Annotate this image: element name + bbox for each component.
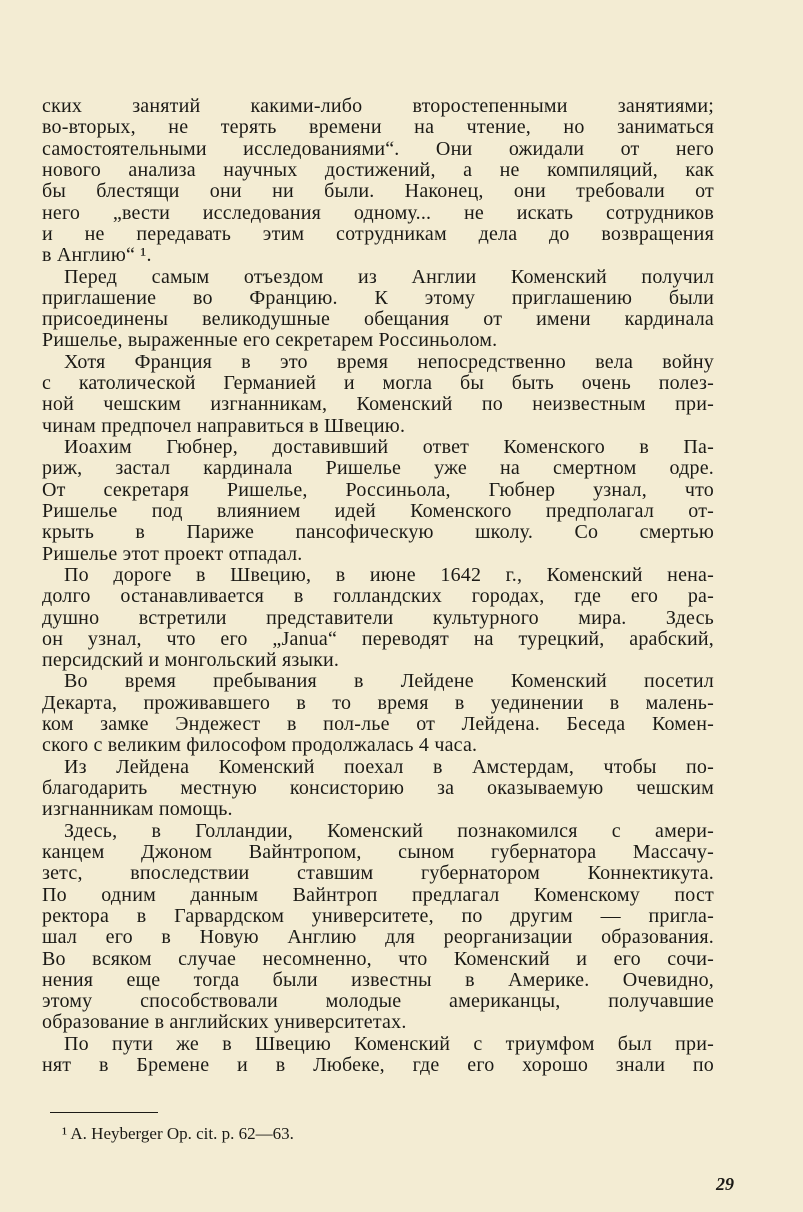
text-line: ком замке Эндежест в пол-лье от Лейдена. Беседа Комен- [42, 713, 714, 736]
text-line: самостоятельными исследованиями“. Они ожидали от него [42, 137, 714, 160]
text-line: этому способствовали молодые американцы, получавшие [42, 990, 714, 1013]
text-line: ной чешским изгнанникам, Коменский по неизвестным при- [42, 393, 714, 416]
text-line: Здесь, в Голландии, Коменский познакомился с амери- [64, 819, 714, 842]
body-text [42, 96, 714, 1076]
footnote: ¹ A. Heyberger Op. cit. p. 62—63. [62, 1124, 294, 1143]
text-line: душно встретили представители культурного мира. Здесь [42, 606, 714, 629]
text-line: шал его в Новую Англию для реорганизации образования. [42, 926, 714, 949]
text-line: Из Лейдена Коменский поехал в Амстердам, чтобы по- [64, 755, 714, 778]
text-line: благодарить местную консисторию за оказываемую чешским [42, 777, 714, 799]
text-line: ректора в Гарвардском университете, по другим — пригла- [42, 904, 714, 927]
text-line: Ришелье этот проект отпадал. [42, 542, 303, 565]
page-number: 29 [716, 1174, 734, 1194]
text-line: персидский и монгольский языки. [42, 649, 340, 672]
text-line: и не передавать этим сотрудникам дела до возвращения [42, 222, 714, 245]
text-line: образование в английских университетах. [42, 1011, 407, 1034]
text-line: приглашение во Францию. К этому приглашению были [42, 286, 714, 309]
text-line: чинам предпочел направиться в Швецию. [42, 414, 406, 437]
text-line: нового анализа научных достижений, а не компиляций, как [42, 158, 714, 181]
text-line: риж, застал кардинала Ришелье уже на смертном одре. [42, 457, 714, 480]
text-line: Во всяком случае несомненно, что Коменский и его сочи- [42, 947, 714, 970]
text-line: Ришелье под влиянием идей Коменского предполагал от- [42, 499, 714, 522]
text-line: Иоахим Гюбнер, доставивший ответ Коменского в Па- [64, 436, 714, 458]
text-line: От секретаря Ришелье, Россиньола, Гюбнер узнал, что [42, 478, 714, 501]
text-line: него „вести исследования одному... не искать сотрудников [42, 201, 714, 224]
text-line: изгнанникам помощь. [42, 798, 233, 821]
text-line: канцем Джоном Вайнтропом, сыном губернатора Массачу- [42, 840, 714, 863]
text-line: Ришелье, выраженные его секретарем Россиньолом. [42, 329, 498, 352]
text-line: с католической Германией и могла бы быть очень полез- [42, 372, 714, 395]
text-line: Декарта, проживавшего в то время в уединении в малень- [42, 691, 714, 714]
text-line: в Англию“ ¹. [42, 244, 152, 267]
text-line: ского с великим философом продолжалась 4 часа. [42, 734, 478, 757]
text-line: во-вторых, не терять времени на чтение, но заниматься [42, 116, 714, 139]
text-line: По дороге в Швецию, в июне 1642 г., Коменский нена- [64, 563, 714, 586]
text-line: бы блестящи они ни были. Наконец, они требовали от [42, 180, 714, 203]
text-line: По пути же в Швецию Коменский с триумфом был при- [64, 1032, 714, 1055]
text-line: ских занятий какими-либо второстепенными занятиями; [42, 95, 714, 117]
text-line: крыть в Париже пансофическую школу. Со смертью [42, 521, 714, 544]
text-line: зетс, впоследствии ставшим губернатором Коннектикута. [42, 862, 714, 885]
text-line: присоединены великодушные обещания от имени кардинала [42, 308, 714, 331]
text-line: Хотя Франция в это время непосредственно вела войну [64, 350, 714, 373]
text-line: Перед самым отъездом из Англии Коменский получил [64, 265, 714, 288]
text-line: По одним данным Вайнтроп предлагал Коменскому пост [42, 883, 714, 906]
footnote-divider [50, 1112, 158, 1113]
text-line: долго останавливается в голландских городах, где его ра- [42, 585, 714, 608]
text-line: Во время пребывания в Лейдене Коменский посетил [64, 670, 714, 693]
text-line: он узнал, что его „Janua“ переводят на турецкий, арабский, [42, 627, 714, 650]
text-line: нят в Бремене и в Любеке, где его хорошо знали по [42, 1054, 714, 1077]
text-line: нения еще тогда были известны в Америке. Очевидно, [42, 968, 714, 991]
